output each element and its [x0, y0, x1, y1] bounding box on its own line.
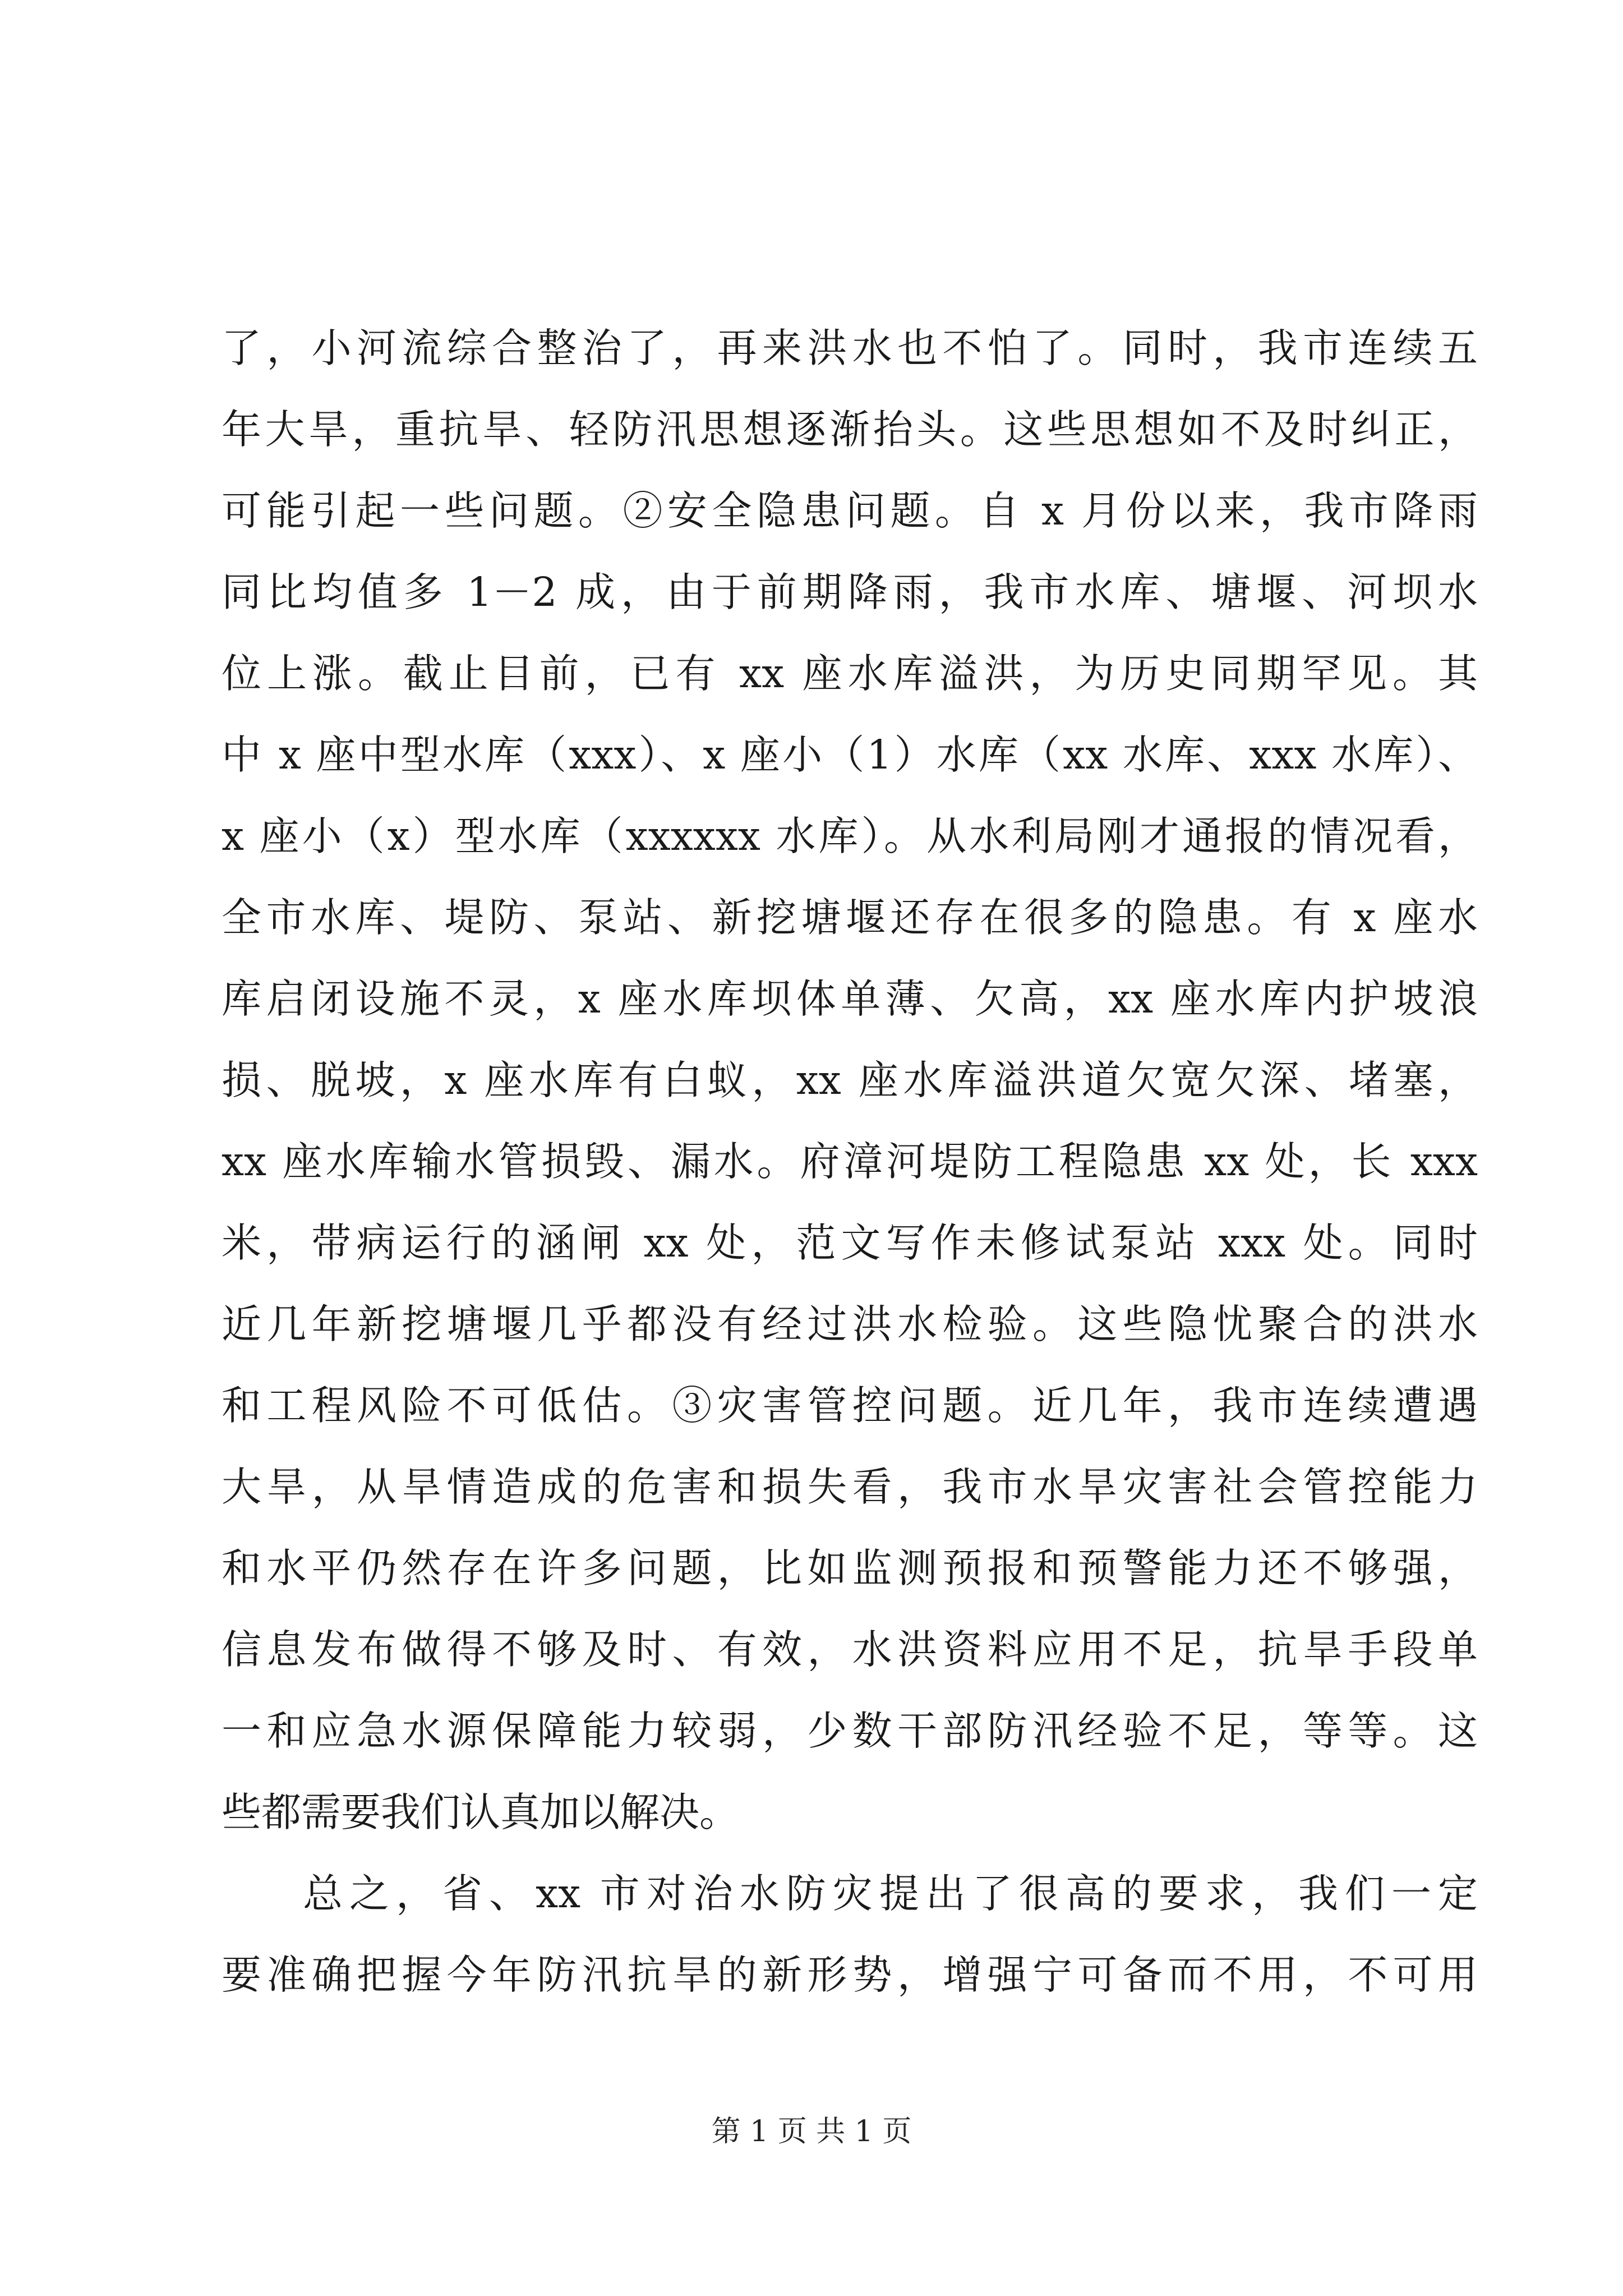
text-line: 可能引起一些问题。②安全隐患问题。自 x 月份以来，我市降雨 — [222, 487, 1478, 534]
text-line: 了，小河流综合整治了，再来洪水也不怕了。同时，我市连续五 — [222, 325, 1478, 371]
paragraph-1 — [222, 307, 1478, 1853]
text-line: 库启闭设施不灵，x 座水库坝体单薄、欠高，xx 座水库内护坡浪 — [222, 976, 1478, 1022]
text-line: 大旱，从旱情造成的危害和损失看，我市水旱灾害社会管控能力 — [222, 1464, 1478, 1510]
page-number-footer: 第 1 页 共 1 页 — [711, 2115, 912, 2148]
text-line: 总之，省、xx 市对治水防灾提出了很高的要求，我们一定 — [303, 1870, 1478, 1917]
document-body — [222, 307, 1478, 2016]
text-line: xx 座水库输水管损毁、漏水。府漳河堤防工程隐患 xx 处，长 xxx — [222, 1138, 1478, 1185]
text-line: 和工程风险不可低估。③灾害管控问题。近几年，我市连续遭遇 — [222, 1382, 1478, 1429]
text-line: x 座小（x）型水库（xxxxxx 水库）。从水利局刚才通报的情况看， — [222, 813, 1478, 859]
text-line: 和水平仍然存在许多问题，比如监测预报和预警能力还不够强， — [222, 1545, 1478, 1591]
text-line: 些都需要我们认真加以解决。 — [222, 1789, 740, 1835]
text-line: 损、脱坡，x 座水库有白蚁，xx 座水库溢洪道欠宽欠深、堵塞， — [222, 1057, 1478, 1103]
paragraph-2 — [222, 1853, 1478, 2016]
text-line: 年大旱，重抗旱、轻防汛思想逐渐抬头。这些思想如不及时纠正， — [222, 406, 1478, 453]
text-line: 全市水库、堤防、泵站、新挖塘堰还存在很多的隐患。有 x 座水 — [222, 894, 1478, 941]
text-line: 信息发布做得不够及时、有效，水洪资料应用不足，抗旱手段单 — [222, 1626, 1478, 1673]
text-line: 中 x 座中型水库（xxx）、x 座小（1）水库（xx 水库、xxx 水库）、 — [222, 731, 1478, 778]
text-line: 要准确把握今年防汛抗旱的新形势，增强宁可备而不用，不可用 — [222, 1952, 1478, 1998]
text-line: 一和应急水源保障能力较弱，少数干部防汛经验不足，等等。这 — [222, 1708, 1478, 1754]
text-line: 同比均值多 1－2 成，由于前期降雨，我市水库、塘堰、河坝水 — [222, 569, 1478, 615]
text-line: 近几年新挖塘堰几乎都没有经过洪水检验。这些隐忧聚合的洪水 — [222, 1301, 1478, 1347]
text-line: 位上涨。截止目前，已有 xx 座水库溢洪，为历史同期罕见。其 — [222, 650, 1478, 697]
text-line: 米，带病运行的涵闸 xx 处，范文写作未修试泵站 xxx 处。同时 — [222, 1220, 1478, 1266]
